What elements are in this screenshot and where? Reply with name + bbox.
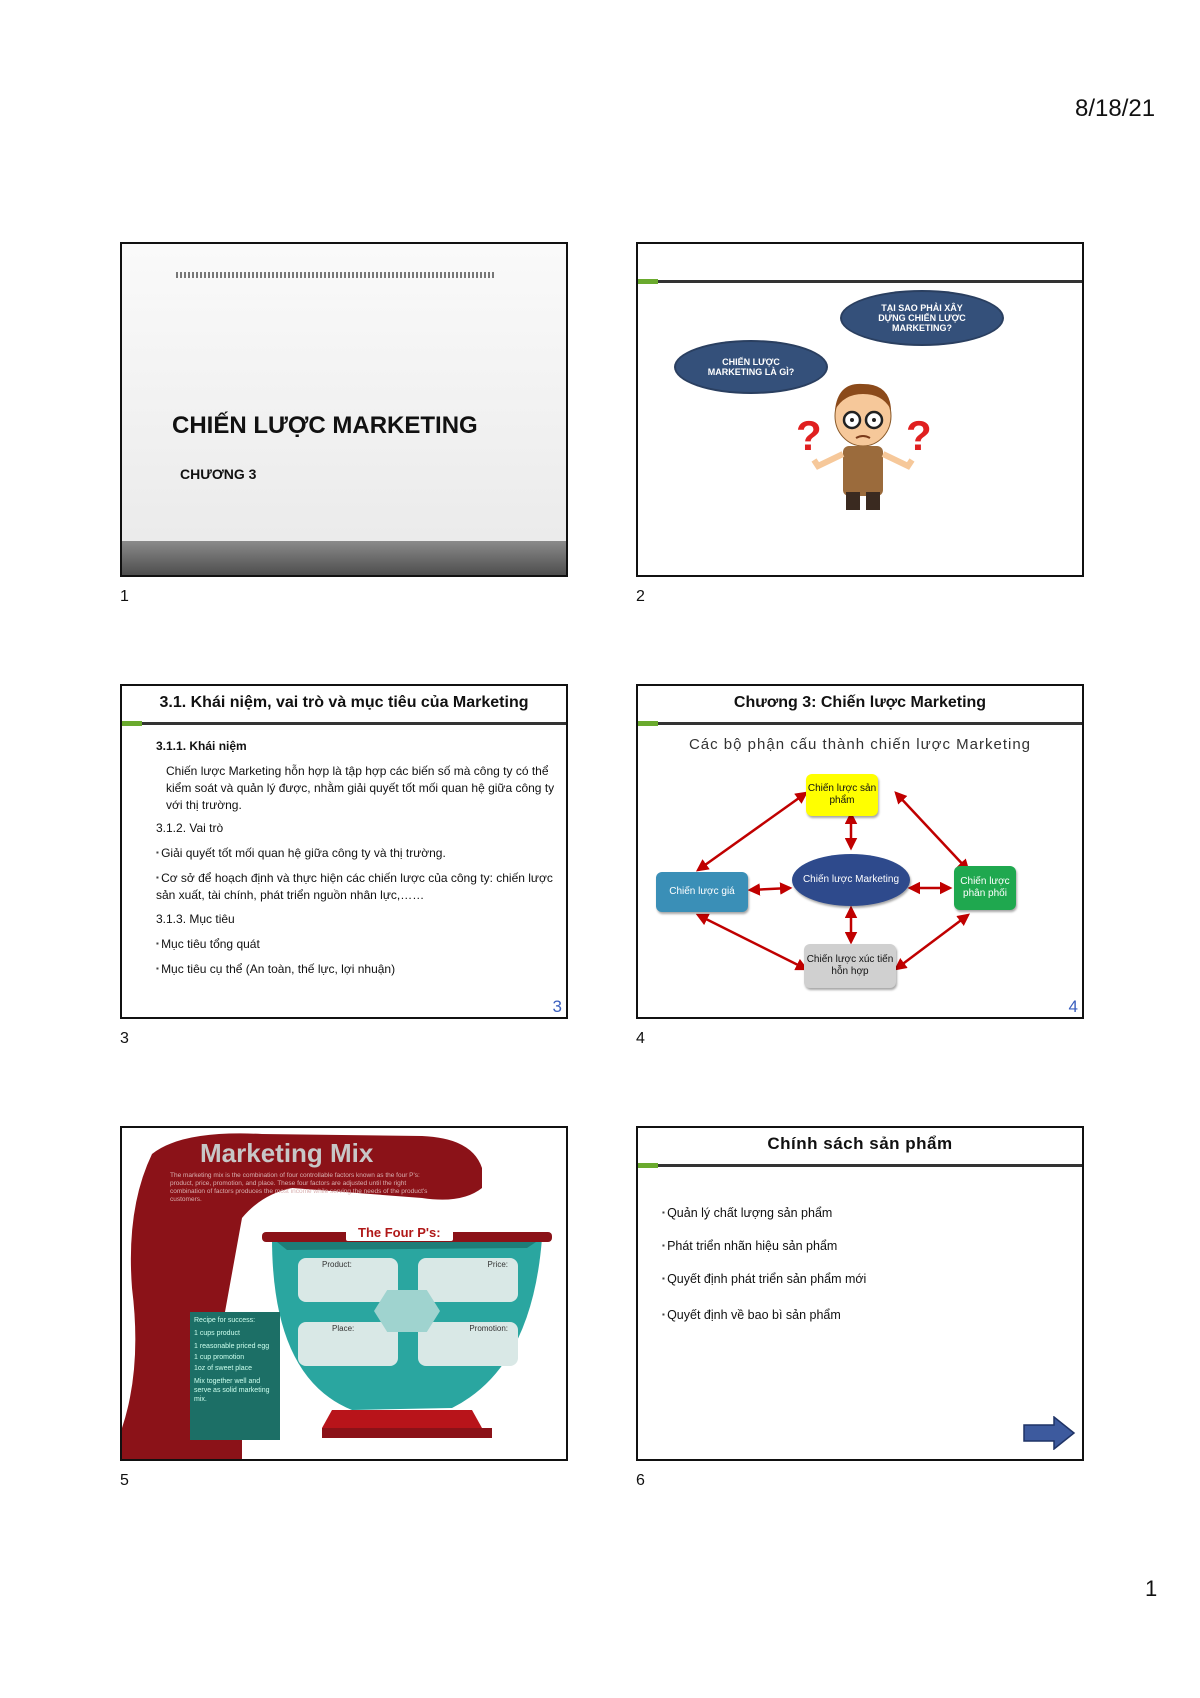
slide-number: 5 <box>120 1472 129 1489</box>
intro-text: The marketing mix is the combination of four controllable factors known as the four P's: product, price, promotion, and place. These four factors are adjusted until the right combination of factors produces the most income while serving the needs of the product's customers. <box>170 1172 428 1203</box>
recipe-line: Recipe for success: <box>194 1317 256 1324</box>
slide-number: 1 <box>120 588 129 605</box>
slide-title: Chính sách sản phẩm <box>767 1134 953 1153</box>
floor-band <box>122 541 566 575</box>
arrow <box>698 793 806 870</box>
node-marketing-strategy: Chiến lược Marketing <box>792 854 910 906</box>
bullet-item: ▪ Quản lý chất lượng sản phẩm <box>662 1204 1062 1222</box>
four-ps-label: The Four P's: <box>346 1224 453 1241</box>
bullet-item: ▪ Phát triển nhãn hiệu sản phẩm <box>662 1237 1062 1255</box>
slide-title: CHIẾN LƯỢC MARKETING <box>172 412 478 439</box>
recipe-line: 1oz of sweet place <box>194 1365 252 1372</box>
bullet-item: ▪ Mục tiêu tổng quát <box>156 935 556 953</box>
recipe-line: Mix together well and serve as solid marketing mix. <box>194 1378 270 1403</box>
arrow <box>896 793 968 870</box>
slide-number: 6 <box>636 1472 645 1489</box>
slide-1[interactable] <box>120 242 568 577</box>
slide-number: 3 <box>120 1030 129 1047</box>
node-product-strategy: Chiến lược sản phẩm <box>806 774 878 816</box>
slide-body <box>156 738 556 978</box>
slide-6[interactable] <box>636 1126 1084 1461</box>
section-heading: 3.1.1. Khái niệm <box>156 739 247 753</box>
slide-corner-number: 3 <box>552 997 562 1016</box>
paragraph: Chiến lược Marketing hỗn hợp là tập hợp các biến số mà công ty có thể kiểm soát và quản lý được, nhằm giải quyết tốt mối quan hệ giữa công ty với thị trường. <box>166 764 555 812</box>
header-rule <box>122 722 566 725</box>
slide-subtitle: Các bộ phận cấu thành chiến lược Marketing <box>688 736 1032 753</box>
bullet-item: ▪ Mục tiêu cụ thể (An toàn, thế lực, lợi nhuận) <box>156 960 556 978</box>
p-label: Place: <box>332 1324 355 1333</box>
slide-5[interactable] <box>120 1126 568 1461</box>
slide-title: Marketing Mix <box>200 1138 374 1168</box>
slide-corner-number: 4 <box>1068 997 1078 1016</box>
slide-title: Chương 3: Chiến lược Marketing <box>733 694 987 711</box>
bullet-item: ▪ Cơ sở để hoạch định và thực hiện các chiến lược của công ty: chiến lược sản xuất, tài chính, phát triển nguồn nhân lực,…… <box>156 869 556 904</box>
page-date: 8/18/21 <box>1075 95 1156 122</box>
header-rule <box>638 1164 1082 1167</box>
slide-2[interactable] <box>636 242 1084 577</box>
thought-cloud: TẠI SAO PHẢI XÂY DỰNG CHIẾN LƯỢC MARKETING? <box>842 292 1002 344</box>
p-label: Price: <box>487 1260 508 1269</box>
recipe-line: 1 cups product <box>194 1330 240 1337</box>
node-promotion-strategy: Chiến lược xúc tiến hỗn hợp <box>804 944 896 988</box>
recipe-line: 1 cup promotion <box>194 1354 245 1361</box>
next-arrow-icon[interactable] <box>1022 1416 1076 1450</box>
recipe-line: 1 reasonable priced egg <box>194 1343 270 1350</box>
slide-3[interactable] <box>120 684 568 1019</box>
p-box-promotion <box>418 1322 518 1366</box>
p-label: Promotion: <box>469 1324 508 1333</box>
slide-number: 2 <box>636 588 645 605</box>
bullet-item: ▪ Giải quyết tốt mối quan hệ giữa công ty và thị trường. <box>156 844 556 862</box>
page-number: 1 <box>1145 1576 1158 1601</box>
slide-number: 4 <box>636 1030 645 1047</box>
slide-title: 3.1. Khái niệm, vai trò và mục tiêu của Marketing <box>159 694 529 711</box>
bullet-item: ▪ Quyết định về bao bì sản phẩm <box>662 1306 1062 1324</box>
svg-text:?: ? <box>796 412 822 459</box>
section-heading: 3.1.2. Vai trò <box>156 821 224 835</box>
p-box-place <box>298 1322 398 1366</box>
arrow <box>698 915 806 969</box>
p-label: Product: <box>322 1260 352 1269</box>
p-box-price <box>418 1258 518 1302</box>
recipe-box <box>190 1312 280 1440</box>
decorative-dash-bar <box>176 272 496 278</box>
thought-cloud: CHIẾN LƯỢC MARKETING LÀ GÌ? <box>676 342 826 392</box>
p-box-product <box>298 1258 398 1302</box>
center-hexagon <box>374 1290 440 1332</box>
confused-person-illustration <box>788 380 938 510</box>
section-heading: 3.1.3. Mục tiêu <box>156 912 235 926</box>
bullet-item: ▪ Quyết định phát triển sản phẩm mới <box>662 1270 1062 1288</box>
node-distribution-strategy: Chiến lược phân phối <box>954 866 1016 910</box>
svg-text:?: ? <box>906 412 932 459</box>
arrow <box>750 888 790 890</box>
arrow <box>896 915 968 969</box>
node-price-strategy: Chiến lược giá <box>656 872 748 912</box>
slide-4[interactable] <box>636 684 1084 1019</box>
header-rule <box>638 280 1082 283</box>
slide-subtitle: CHƯƠNG 3 <box>180 466 257 482</box>
slide-body <box>662 1204 1062 1324</box>
